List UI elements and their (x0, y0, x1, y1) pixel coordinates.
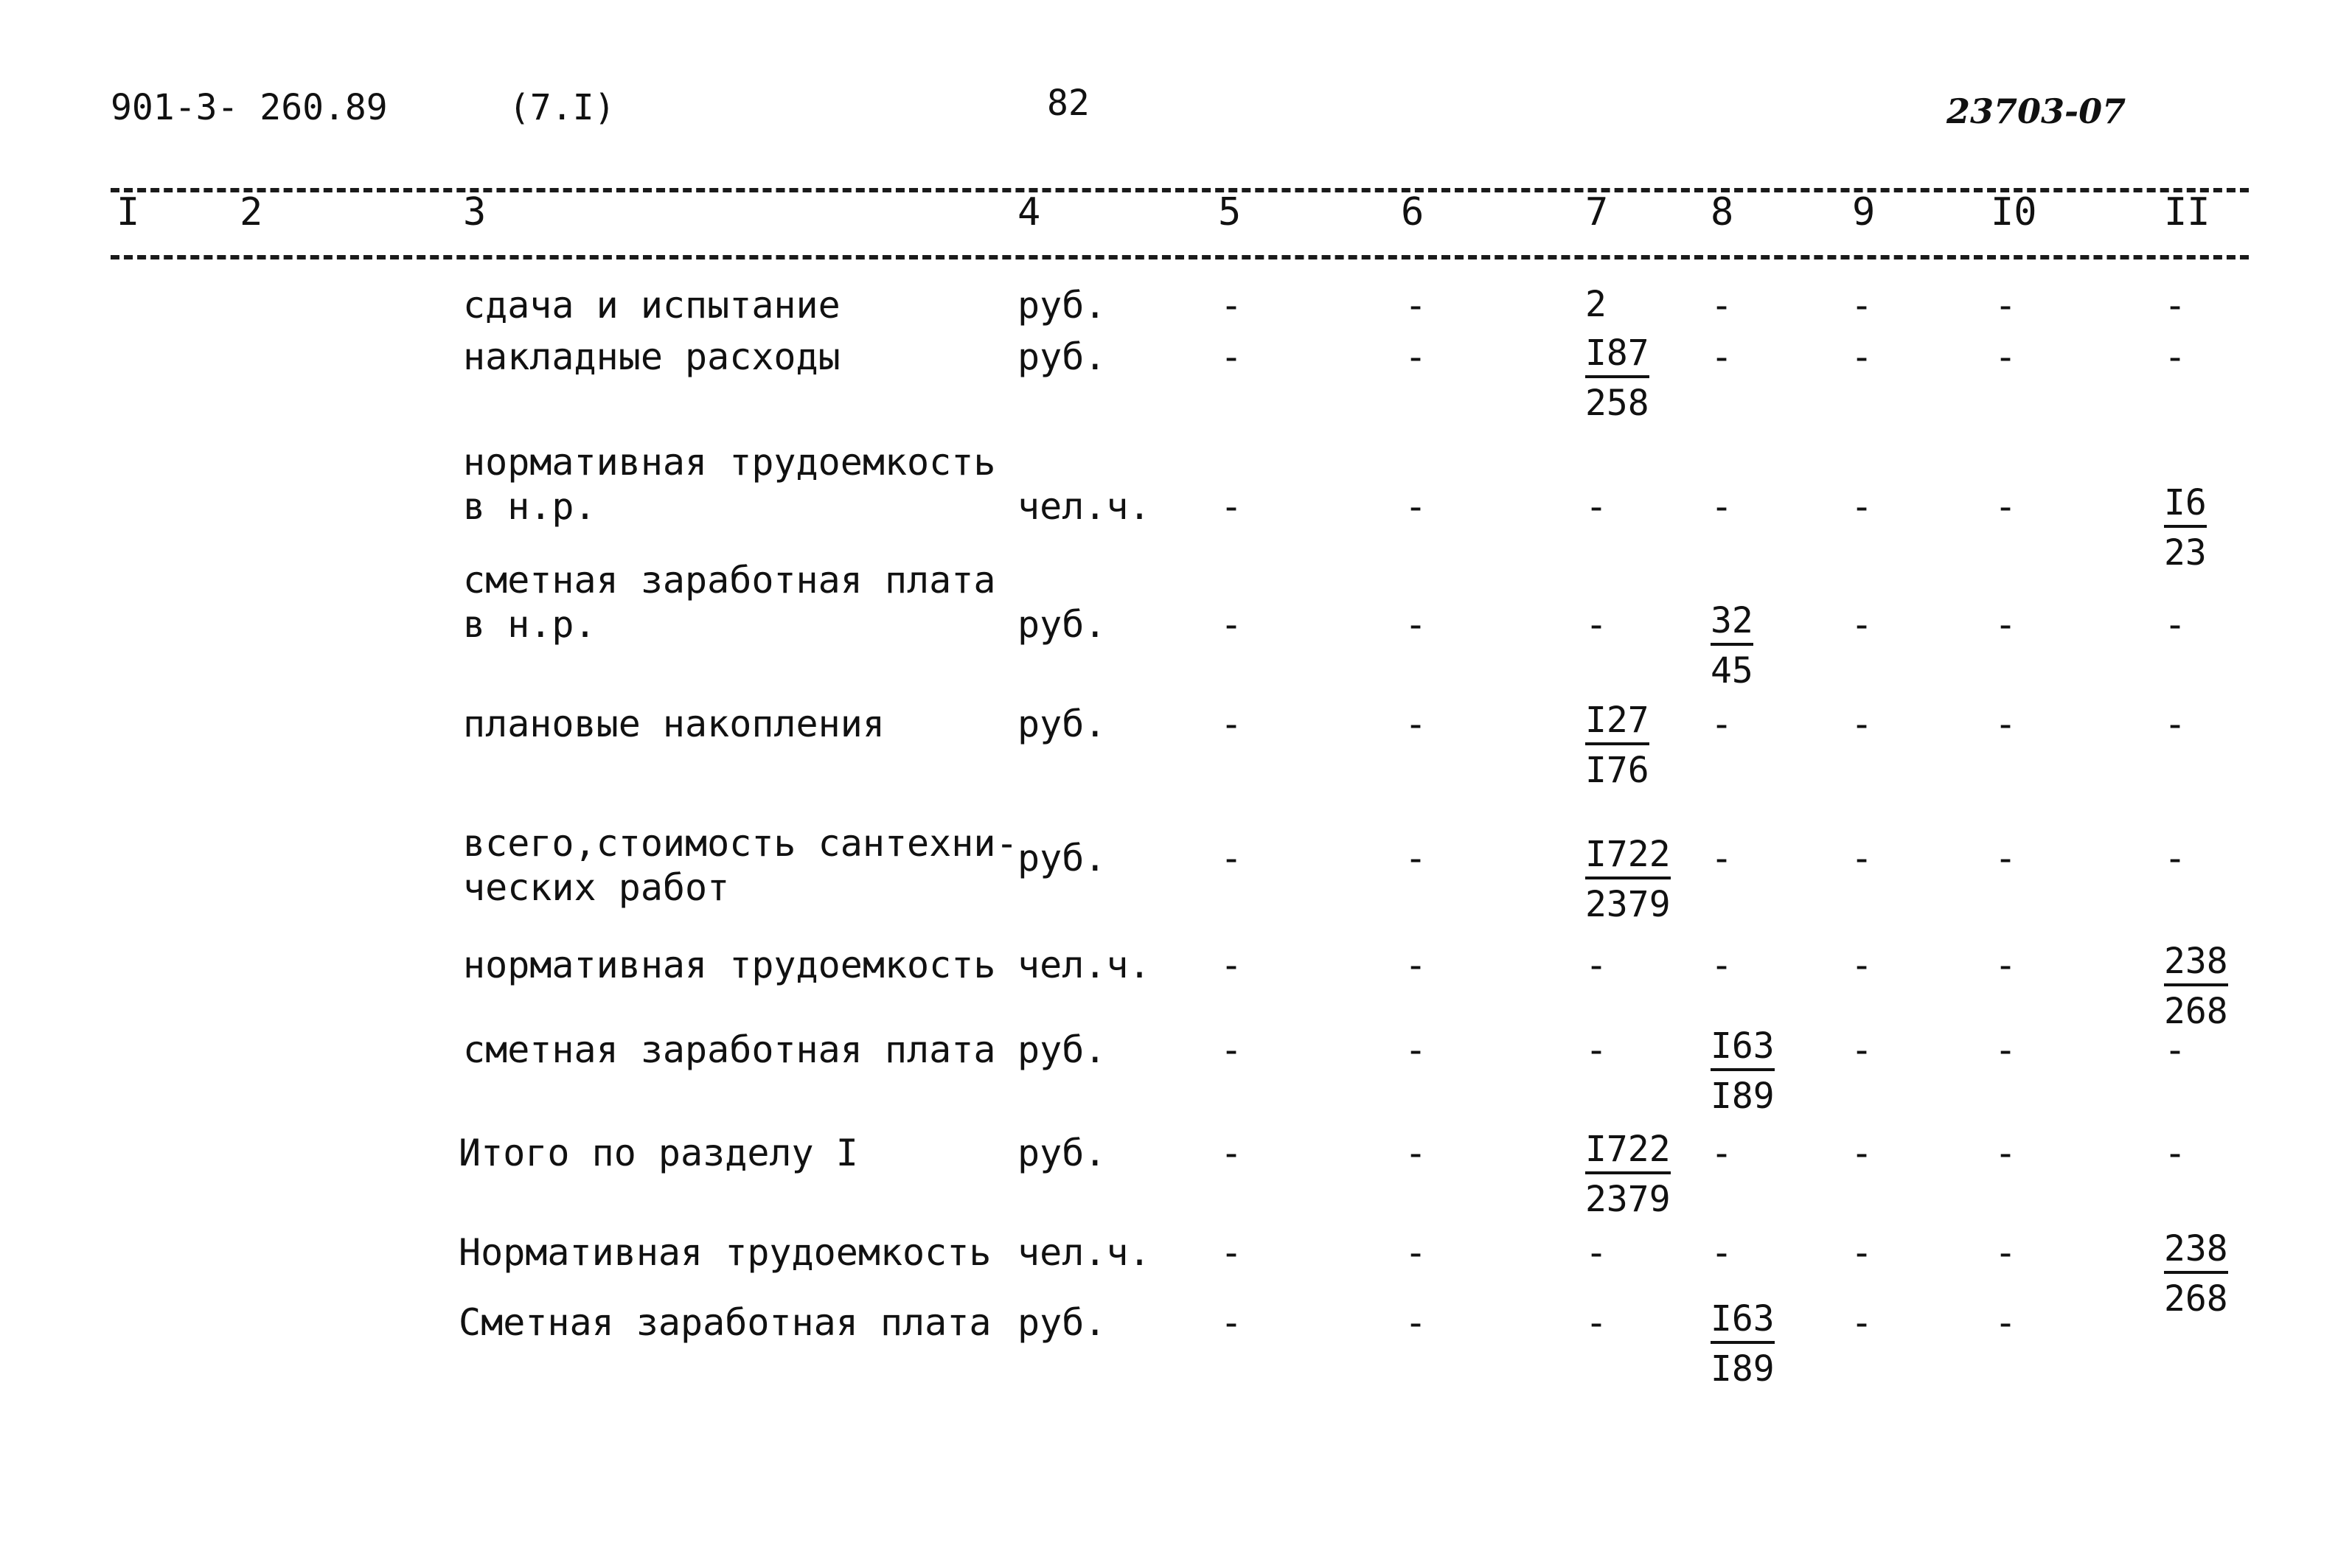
empty-dash: - (1711, 335, 1733, 378)
empty-dash: - (1405, 703, 1427, 745)
unit-cell: руб. (1017, 837, 1107, 879)
fraction-numerator: I63 (1711, 1028, 1775, 1071)
row-label: ческих работ (463, 866, 730, 909)
row-label: сдача и испытание (463, 284, 841, 327)
fraction-numerator: I27 (1585, 703, 1649, 745)
col-header-11: II (2164, 190, 2210, 234)
section-number: (7.I) (509, 87, 616, 128)
fraction-numerator: 238 (2164, 1231, 2228, 1274)
fraction-numerator: I722 (1585, 1132, 1671, 1174)
empty-dash: - (1405, 837, 1427, 879)
fraction-denominator: I76 (1585, 750, 1649, 791)
empty-dash: - (1994, 603, 2017, 646)
empty-dash: - (1585, 944, 1608, 986)
empty-dash: - (1851, 335, 1873, 378)
fraction-value (1711, 600, 1753, 691)
empty-dash: - (1994, 944, 2017, 986)
col-header-6: 6 (1401, 190, 1424, 234)
empty-dash: - (1994, 485, 2017, 528)
header-top-rule (111, 188, 2249, 192)
fraction-value (1585, 700, 1649, 791)
empty-dash: - (1994, 703, 2017, 745)
empty-dash: - (1405, 1028, 1427, 1071)
unit-cell: руб. (1017, 284, 1107, 327)
empty-dash: - (1220, 1231, 1243, 1274)
empty-dash: - (1711, 485, 1733, 528)
unit-cell: чел.ч. (1017, 1231, 1151, 1274)
inventory-number: 23703-07 (1946, 91, 2126, 131)
empty-dash: - (1851, 944, 1873, 986)
empty-dash: - (1994, 1301, 2017, 1344)
empty-dash: - (1994, 335, 2017, 378)
page-number: 82 (1047, 83, 1090, 124)
empty-dash: - (1851, 837, 1873, 879)
empty-dash: - (1220, 837, 1243, 879)
row-label: Сметная заработная плата (459, 1301, 992, 1344)
empty-dash: - (2164, 1132, 2187, 1174)
col-header-1: I (116, 190, 140, 234)
row-label: нормативная трудоемкость (463, 441, 996, 484)
col-header-2: 2 (240, 190, 263, 234)
empty-dash: - (1220, 284, 1243, 327)
fraction-value (1585, 332, 1649, 424)
fraction-denominator: 45 (1711, 650, 1753, 691)
fraction-value (1585, 834, 1671, 925)
fraction-denominator: 23 (2164, 532, 2207, 574)
empty-dash: - (1220, 1028, 1243, 1071)
row-label: нормативная трудоемкость (463, 944, 996, 986)
row-label: всего,стоимость сантехни- (463, 822, 1018, 865)
empty-dash: - (1220, 1301, 1243, 1344)
empty-dash: - (1711, 703, 1733, 745)
unit-cell: руб. (1017, 1301, 1107, 1344)
empty-dash: - (2164, 603, 2187, 646)
unit-cell: руб. (1017, 1132, 1107, 1174)
col-header-3: 3 (463, 190, 487, 234)
empty-dash: - (1585, 1231, 1608, 1274)
empty-dash: - (2164, 837, 2187, 879)
fraction-value (1711, 1298, 1775, 1390)
unit-cell: руб. (1017, 335, 1107, 378)
fraction-denominator: 2379 (1585, 884, 1671, 925)
empty-dash: - (1994, 1028, 2017, 1071)
unit-cell: руб. (1017, 1028, 1107, 1071)
row-label: в н.р. (463, 603, 596, 646)
fraction-denominator: 258 (1585, 383, 1649, 424)
fraction-denominator: I89 (1711, 1076, 1775, 1117)
empty-dash: - (1711, 837, 1733, 879)
col-header-4: 4 (1017, 190, 1041, 234)
fraction-value (2164, 1228, 2228, 1320)
empty-dash: - (2164, 335, 2187, 378)
empty-dash: - (1851, 485, 1873, 528)
cell-value: 2 (1585, 284, 1607, 325)
empty-dash: - (1711, 1132, 1733, 1174)
empty-dash: - (1994, 284, 2017, 327)
col-header-7: 7 (1585, 190, 1609, 234)
empty-dash: - (1711, 1231, 1733, 1274)
empty-dash: - (1405, 485, 1427, 528)
row-label: плановые накопления (463, 703, 885, 745)
fraction-denominator: 268 (2164, 991, 2228, 1032)
empty-dash: - (1585, 603, 1608, 646)
row-label: в н.р. (463, 485, 596, 528)
empty-dash: - (1851, 1132, 1873, 1174)
fraction-value (1585, 1129, 1671, 1220)
empty-dash: - (2164, 284, 2187, 327)
fraction-numerator: 238 (2164, 944, 2228, 986)
empty-dash: - (1220, 1132, 1243, 1174)
empty-dash: - (1851, 603, 1873, 646)
empty-dash: - (1405, 335, 1427, 378)
row-label: Нормативная трудоемкость (459, 1231, 992, 1274)
fraction-value (2164, 941, 2228, 1032)
empty-dash: - (1585, 485, 1608, 528)
fraction-denominator: 2379 (1585, 1179, 1671, 1220)
row-label: сметная заработная плата (463, 1028, 996, 1071)
empty-dash: - (1405, 1231, 1427, 1274)
empty-dash: - (1851, 1301, 1873, 1344)
fraction-numerator: I6 (2164, 485, 2207, 528)
col-header-5: 5 (1218, 190, 1242, 234)
row-label: накладные расходы (463, 335, 841, 378)
empty-dash: - (1851, 1028, 1873, 1071)
empty-dash: - (1994, 1231, 2017, 1274)
empty-dash: - (1220, 703, 1243, 745)
fraction-numerator: I87 (1585, 335, 1649, 378)
empty-dash: - (1405, 1132, 1427, 1174)
row-label: Итого по разделу I (459, 1132, 858, 1174)
empty-dash: - (2164, 703, 2187, 745)
empty-dash: - (1405, 603, 1427, 646)
empty-dash: - (1994, 837, 2017, 879)
empty-dash: - (1711, 944, 1733, 986)
col-header-10: I0 (1991, 190, 2037, 234)
row-label: сметная заработная плата (463, 559, 996, 602)
empty-dash: - (1585, 1028, 1608, 1071)
fraction-numerator: I722 (1585, 837, 1671, 879)
empty-dash: - (1405, 944, 1427, 986)
empty-dash: - (1851, 703, 1873, 745)
fraction-value (1711, 1025, 1775, 1117)
empty-dash: - (1711, 284, 1733, 327)
doc-code: 901-3- 260.89 (111, 87, 388, 128)
col-header-8: 8 (1711, 190, 1734, 234)
empty-dash: - (1220, 335, 1243, 378)
fraction-numerator: 32 (1711, 603, 1753, 646)
header-bottom-rule (111, 255, 2249, 259)
empty-dash: - (1220, 485, 1243, 528)
fraction-denominator: I89 (1711, 1348, 1775, 1390)
col-header-9: 9 (1852, 190, 1876, 234)
empty-dash: - (1405, 284, 1427, 327)
empty-dash: - (1220, 944, 1243, 986)
unit-cell: чел.ч. (1017, 944, 1151, 986)
unit-cell: руб. (1017, 603, 1107, 646)
empty-dash: - (1994, 1132, 2017, 1174)
fraction-numerator: I63 (1711, 1301, 1775, 1344)
fraction-value (2164, 482, 2207, 574)
unit-cell: руб. (1017, 703, 1107, 745)
empty-dash: - (1585, 1301, 1608, 1344)
empty-dash: - (1851, 1231, 1873, 1274)
unit-cell: чел.ч. (1017, 485, 1151, 528)
empty-dash: - (2164, 1028, 2187, 1071)
fraction-denominator: 268 (2164, 1278, 2228, 1320)
empty-dash: - (1405, 1301, 1427, 1344)
empty-dash: - (1851, 284, 1873, 327)
empty-dash: - (1220, 603, 1243, 646)
